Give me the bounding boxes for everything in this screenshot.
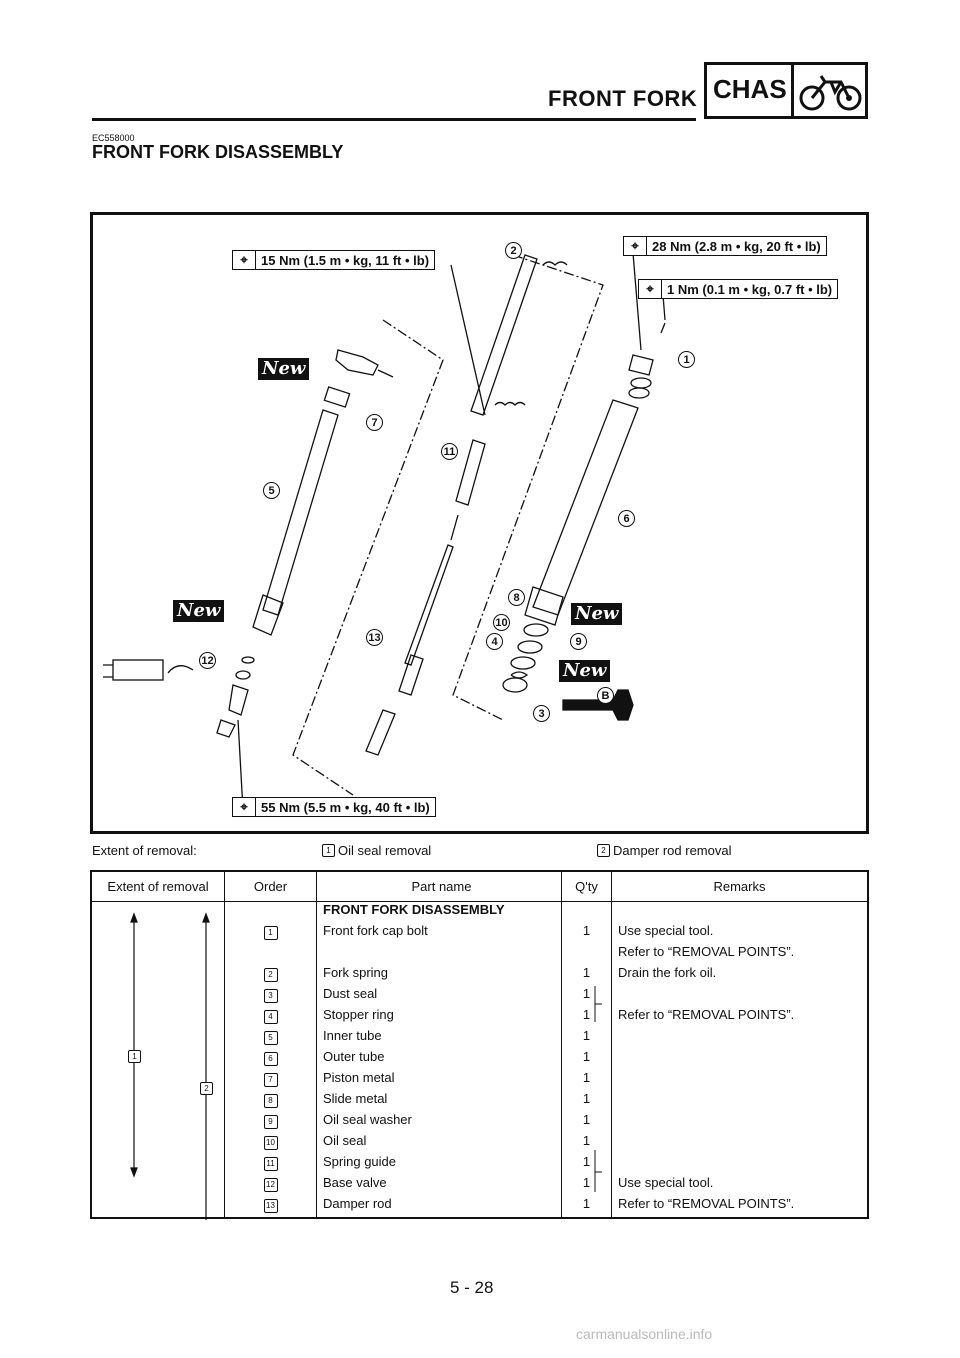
cell-remarks xyxy=(612,1112,869,1133)
cell-order xyxy=(225,1154,317,1175)
cell-qty: 1 xyxy=(562,1154,612,1175)
callout-11: 11 xyxy=(441,443,458,460)
cell-remarks xyxy=(612,1133,869,1154)
exploded-diagram xyxy=(90,212,869,834)
cell-qty: 1 xyxy=(562,1112,612,1133)
torque-label-15nm: ⌖ 15 Nm (1.5 m • kg, 11 ft • lb) xyxy=(232,250,435,270)
cell-order xyxy=(225,1007,317,1028)
torque-label-1nm: ⌖ 1 Nm (0.1 m • kg, 0.7 ft • lb) xyxy=(638,279,838,299)
extent-arrows xyxy=(92,902,220,1220)
extent-item-2: 2 Damper rod removal xyxy=(597,843,732,858)
header-qty: Q'ty xyxy=(562,871,612,902)
cell-part: Stopper ring xyxy=(317,1007,562,1028)
tool-callout-b: B xyxy=(597,687,614,704)
cell-qty: 1 xyxy=(562,1070,612,1091)
extent-marker-1: 1 xyxy=(128,1050,141,1063)
callout-9: 9 xyxy=(570,633,587,650)
cell-qty: 1 xyxy=(562,1007,612,1028)
cell-part xyxy=(317,944,562,965)
callout-4: 4 xyxy=(486,633,503,650)
header-part: Part name xyxy=(317,871,562,902)
order-number: 6 xyxy=(264,1052,278,1066)
cell-part: Inner tube xyxy=(317,1028,562,1049)
new-badge: New xyxy=(559,660,610,682)
cell-order xyxy=(225,1175,317,1196)
callout-1: 1 xyxy=(678,351,695,368)
cell-order xyxy=(225,1196,317,1218)
order-number: 8 xyxy=(264,1094,278,1108)
cell-remarks xyxy=(612,1091,869,1112)
cell-part: Piston metal xyxy=(317,1070,562,1091)
order-number: 4 xyxy=(264,1010,278,1024)
torque-label-28nm: ⌖ 28 Nm (2.8 m • kg, 20 ft • lb) xyxy=(623,236,827,256)
order-number: 13 xyxy=(264,1199,278,1213)
section-code: EC558000 xyxy=(92,133,135,143)
cell-qty: 1 xyxy=(562,1049,612,1070)
remarks-brackets xyxy=(590,980,606,1210)
new-badge: New xyxy=(173,600,224,622)
callout-7: 7 xyxy=(366,414,383,431)
cell-remarks: Drain the fork oil. xyxy=(618,965,717,980)
cell-order xyxy=(225,1070,317,1091)
cell-part: Outer tube xyxy=(317,1049,562,1070)
order-number: 5 xyxy=(264,1031,278,1045)
chapter-tab-label: CHAS xyxy=(713,74,787,104)
chapter-tab-divider xyxy=(791,62,794,119)
cell-qty: 1 xyxy=(562,1133,612,1154)
cell-remarks: Refer to “REMOVAL POINTS”. xyxy=(618,944,795,959)
cell-remarks xyxy=(612,1154,869,1175)
cell-qty: 1 xyxy=(562,1196,612,1218)
page-number: 5 - 28 xyxy=(450,1278,494,1297)
cell-order xyxy=(225,944,317,965)
torque-wrench-icon: ⌖ xyxy=(233,251,256,269)
cell-part: Dust seal xyxy=(317,986,562,1007)
extent-label: Extent of removal: xyxy=(92,843,197,858)
table-header-row xyxy=(91,871,868,902)
order-number: 7 xyxy=(264,1073,278,1087)
cell-part: Damper rod xyxy=(317,1196,562,1218)
header-remarks: Remarks xyxy=(612,871,869,902)
header-rule xyxy=(92,118,696,121)
new-badge: New xyxy=(258,358,309,380)
cell-part: Slide metal xyxy=(317,1091,562,1112)
cell-remarks xyxy=(612,1028,869,1049)
cell-remarks: Use special tool. xyxy=(618,923,714,938)
torque-wrench-icon: ⌖ xyxy=(624,237,647,255)
cell-remarks xyxy=(612,986,869,1007)
cell-remarks xyxy=(612,1070,869,1091)
callout-12: 12 xyxy=(199,652,216,669)
cell-remarks xyxy=(612,1049,869,1070)
page-header-title: FRONT FORK xyxy=(548,86,698,111)
callout-13: 13 xyxy=(366,629,383,646)
new-badge: New xyxy=(571,603,622,625)
cell-part: Oil seal washer xyxy=(317,1112,562,1133)
header-extent: Extent of removal xyxy=(91,871,225,902)
cell-order xyxy=(225,1112,317,1133)
callout-6: 6 xyxy=(618,510,635,527)
cell-qty: 1 xyxy=(562,1028,612,1049)
cell-qty: 1 xyxy=(562,986,612,1007)
cell-part: Fork spring xyxy=(317,965,562,986)
extent-arrows-cell xyxy=(91,902,225,1219)
callout-10: 10 xyxy=(493,614,510,631)
header-order: Order xyxy=(225,871,317,902)
callout-2: 2 xyxy=(505,242,522,259)
order-number: 10 xyxy=(264,1136,278,1150)
torque-wrench-icon: ⌖ xyxy=(233,798,256,816)
cell-qty: 1 xyxy=(562,1175,612,1196)
cell-qty: 1 xyxy=(562,1091,612,1112)
cell-order xyxy=(225,1133,317,1154)
parts-table xyxy=(90,870,869,1219)
callout-5: 5 xyxy=(263,482,280,499)
callout-3: 3 xyxy=(533,705,550,722)
cell-remarks: Refer to “REMOVAL POINTS”. xyxy=(618,1196,795,1211)
cell-part: Oil seal xyxy=(317,1133,562,1154)
order-number: 3 xyxy=(264,989,278,1003)
cell-part: Spring guide xyxy=(317,1154,562,1175)
cell-order xyxy=(225,965,317,986)
diagram-drawing xyxy=(93,215,866,831)
cell-part: Front fork cap bolt xyxy=(317,923,562,944)
order-number: 11 xyxy=(264,1157,278,1171)
cell-order xyxy=(225,1091,317,1112)
cell-remarks: Refer to “REMOVAL POINTS”. xyxy=(618,1007,795,1022)
group-title-row xyxy=(91,902,868,924)
cell-order xyxy=(225,1028,317,1049)
order-number: 9 xyxy=(264,1115,278,1129)
cell-qty: 1 xyxy=(562,923,612,944)
order-number: 12 xyxy=(264,1178,278,1192)
cell-order xyxy=(225,923,317,944)
extent-item-1: 1 Oil seal removal xyxy=(322,843,431,858)
order-number: 1 xyxy=(264,926,278,940)
cell-order xyxy=(225,1049,317,1070)
torque-wrench-icon: ⌖ xyxy=(639,280,662,298)
watermark: carmanualsonline.info xyxy=(576,1326,713,1342)
cell-order xyxy=(225,986,317,1007)
extent-marker-2: 2 xyxy=(200,1082,213,1095)
group-title: FRONT FORK DISASSEMBLY xyxy=(317,902,562,924)
motorcycle-icon xyxy=(797,68,865,114)
order-number: 2 xyxy=(264,968,278,982)
torque-label-55nm: ⌖ 55 Nm (5.5 m • kg, 40 ft • lb) xyxy=(232,797,436,817)
cell-part: Base valve xyxy=(317,1175,562,1196)
callout-8: 8 xyxy=(508,589,525,606)
section-title: FRONT FORK DISASSEMBLY xyxy=(92,142,344,162)
cell-qty: 1 xyxy=(562,965,612,986)
cell-qty xyxy=(562,944,612,965)
cell-remarks: Use special tool. xyxy=(618,1175,714,1190)
